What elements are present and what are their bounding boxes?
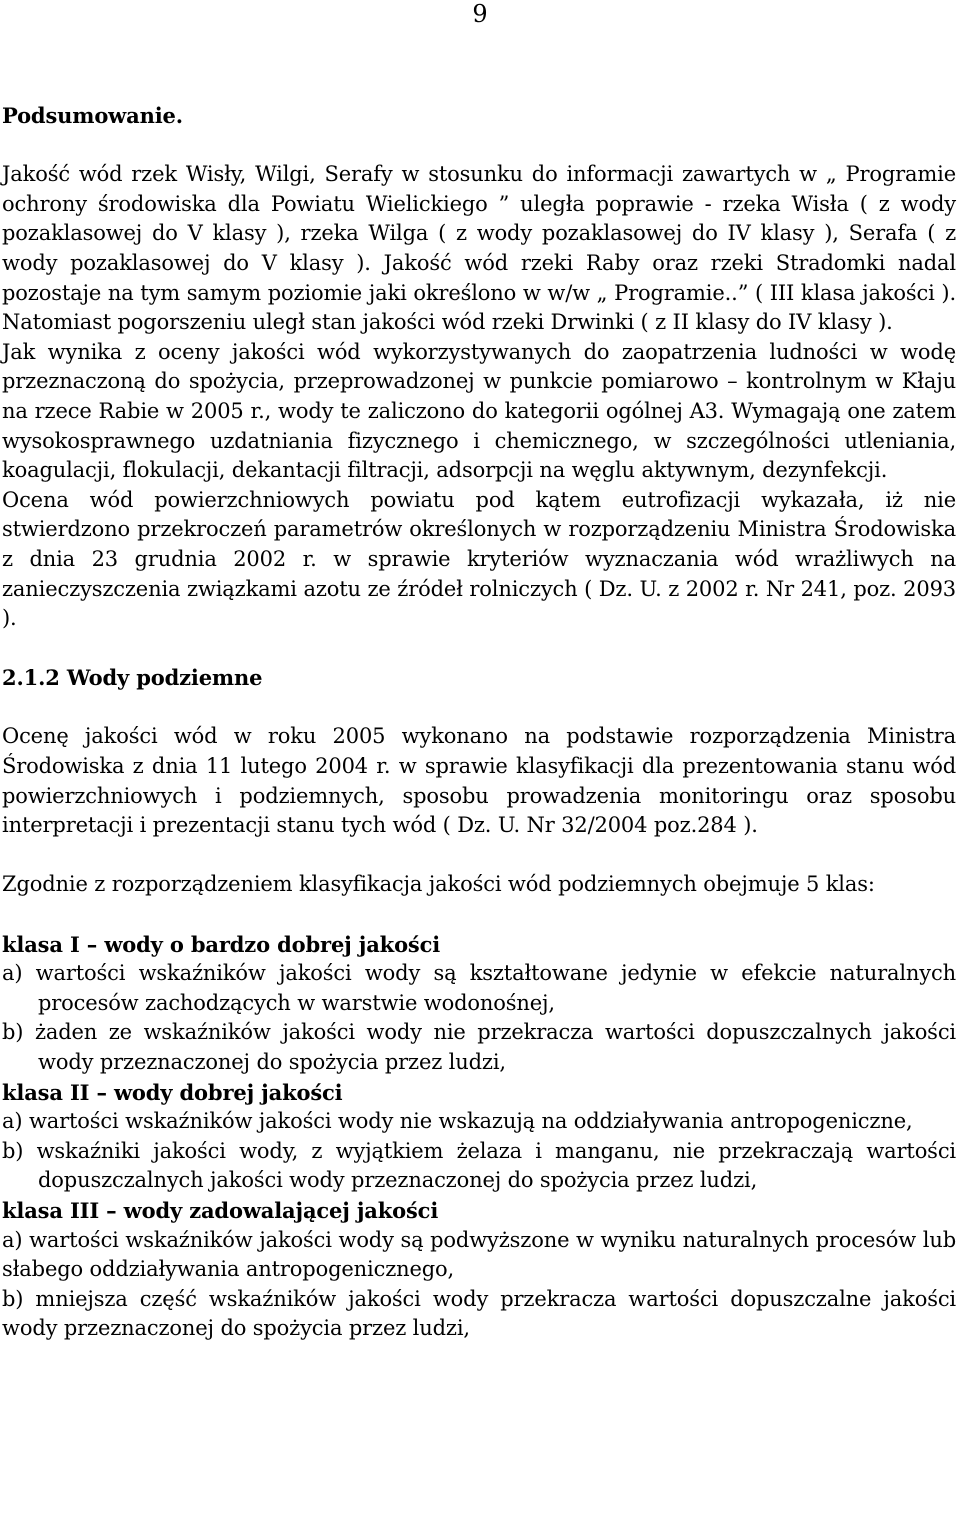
class-3-title: klasa III – wody zadowalającej jakości [2,1197,439,1223]
groundwater-heading: 2.1.2 Wody podziemne [2,665,263,691]
blank-line [2,900,956,930]
summary-paragraph-1: Jakość wód rzek Wisły, Wilgi, Serafy w stosunku do informacji zawartych w „ Programie ochrony środowiska dla Powiatu Wielickiego ” uległa poprawie - rzeka Wisła ( z wody pozaklasowej do V klasy ), rzeka Wilga ( z wody pozaklasowej do IV klasy ), Serafa ( z wody pozaklasowej do V klasy ). Jakość wód rzeki Raby oraz rzeki Stradomki nadal pozostaje na tym samym poziomie jaki określono w w/w „ Programie..” ( III klasa jakości ). Natomiast pogorszeniu uległ stan jakości wód rzeki Drwinki ( z II klasy do IV klasy ). [2,162,956,335]
blank-line [2,634,956,664]
summary-paragraph-3: Ocena wód powierzchniowych powiatu pod kątem eutrofizacji wykazała, iż nie stwierdzono przekroczeń parametrów określonych w rozporządzeniu Ministra Środowiska z dnia 23 grudnia 2002 r. w sprawie kryteriów wyznaczania wód wrażliwych na zanieczyszczenia związkami azotu ze źródeł rolniczych ( Dz. U. z 2002 r. Nr 241, poz. 2093 ). [2,487,956,631]
blank-line [2,131,956,161]
class-2-item-a: a) wartości wskaźników jakości wody nie wskazują na oddziaływania antropogeniczne, [2,1109,913,1134]
blank-line [2,841,956,871]
document-body [2,101,956,1344]
classification-intro-paragraph: Zgodnie z rozporządzeniem klasyfikacja jakości wód podziemnych obejmuje 5 klas: [2,872,875,897]
class-2-item-b: b) wskaźniki jakości wody, z wyjątkiem żelaza i manganu, nie przekraczają wartości dopuszczalnych jakości wody przeznaczonej do spożycia przez ludzi, [2,1138,956,1193]
class-1-item-b: b) żaden ze wskaźników jakości wody nie przekracza wartości dopuszczalnych jakości wody przeznaczonej do spożycia przez ludzi, [2,1020,956,1074]
summary-paragraph-2: Jak wynika z oceny jakości wód wykorzystywanych do zaopatrzenia ludności w wodę przeznaczoną do spożycia, przeprowadzonej w punkcie pomiarowo – kontrolnym w Kłaju na rzece Rabie w 2005 r., wody te zaliczono do kategorii ogólnej A3. Wymagają one zatem wysokosprawnego uzdatniania fizycznego i chemicznego, w szczególności utleniania, koagulacji, flokulacji, dekantacji filtracji, adsorpcji na węglu aktywnym, dezynfekcji. [2,339,956,483]
blank-line [2,693,956,723]
class-1-item-a: a) wartości wskaźników jakości wody są kształtowane jedynie w efekcie naturalnych procesów zachodzących w warstwie wodonośnej, [2,961,956,1015]
summary-heading: Podsumowanie. [2,103,183,128]
class-2-title: klasa II – wody dobrej jakości [2,1079,343,1105]
class-3-item-a: a) wartości wskaźników jakości wody są podwyższone w wyniku naturalnych procesów lub słabego oddziaływania antropogenicznego, [2,1227,956,1282]
groundwater-intro-paragraph: Ocenę jakości wód w roku 2005 wykonano na podstawie rozporządzenia Ministra Środowiska z dnia 11 lutego 2004 r. w sprawie klasyfikacji dla prezentowania stanu wód powierzchniowych i podziemnych, sposobu prowadzenia monitoringu oraz sposobu interpretacji i prezentacji stanu tych wód ( Dz. U. Nr 32/2004 poz.284 ). [2,724,956,838]
class-1-title: klasa I – wody o bardzo dobrej jakości [2,931,441,957]
page-number: 9 [472,0,488,28]
class-3-item-b: b) mniejsza część wskaźników jakości wody przekracza wartości dopuszczalne jakości wody przeznaczonej do spożycia przez ludzi, [2,1286,956,1341]
